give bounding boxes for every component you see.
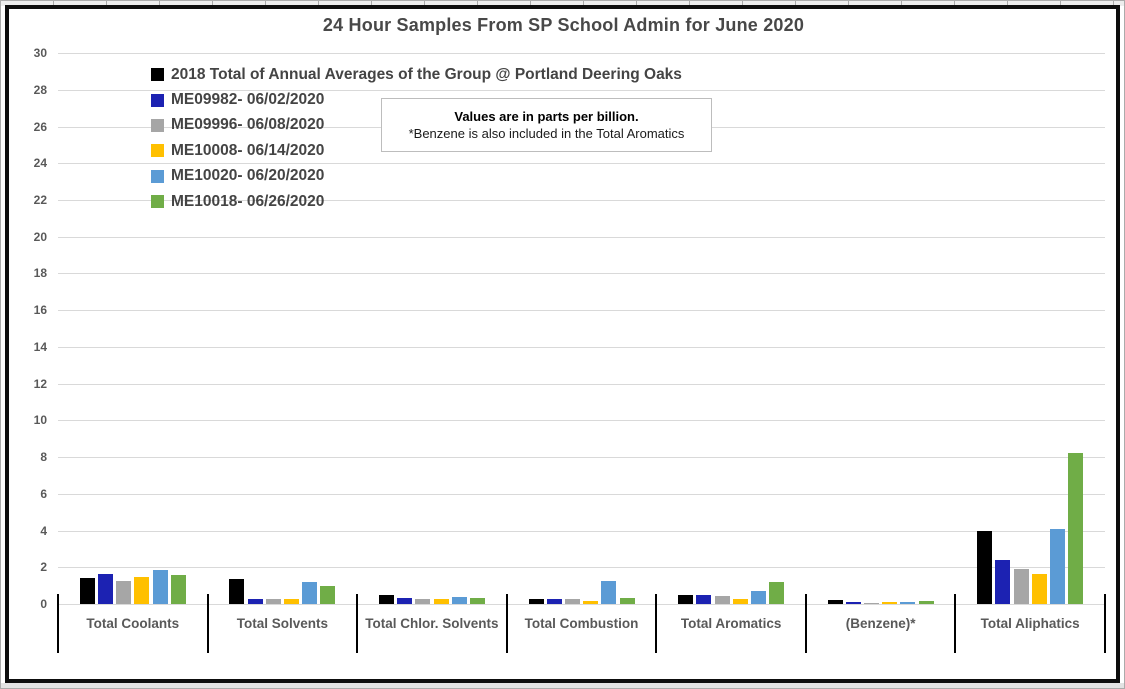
category-divider-tick	[57, 594, 59, 653]
bar	[696, 595, 711, 604]
category-label: Total Aromatics	[680, 616, 782, 631]
legend-label: ME09982- 06/02/2020	[171, 91, 325, 109]
bar	[266, 599, 281, 604]
legend-swatch-icon	[151, 144, 164, 157]
y-tick-label: 26	[33, 119, 47, 134]
category-label: (Benzene)*	[845, 616, 916, 631]
bar	[995, 560, 1010, 604]
y-tick-label: 24	[33, 156, 47, 171]
category-divider-tick	[954, 594, 956, 653]
category-divider-tick	[506, 594, 508, 653]
category-divider-tick	[1104, 594, 1106, 653]
bar	[900, 602, 915, 604]
bar	[601, 581, 616, 604]
y-tick-label: 0	[40, 597, 47, 611]
gridline	[58, 273, 1105, 274]
bar	[415, 599, 430, 604]
legend-swatch-icon	[151, 119, 164, 132]
bar	[769, 582, 784, 604]
bar	[751, 591, 766, 604]
category-label: Total Chlor. Solvents	[365, 616, 499, 631]
y-tick-label: 2	[40, 560, 47, 575]
y-tick-label: 28	[33, 82, 47, 97]
bar	[1032, 574, 1047, 604]
y-tick-label: 14	[33, 339, 47, 354]
bar	[284, 599, 299, 605]
legend-swatch-icon	[151, 94, 164, 107]
bar	[98, 574, 113, 604]
bar	[116, 581, 131, 604]
bar	[529, 599, 544, 605]
bar	[977, 531, 992, 605]
bar	[678, 595, 693, 604]
y-tick-label: 10	[33, 413, 47, 428]
y-tick-label: 18	[33, 266, 47, 281]
legend-label: 2018 Total of Annual Averages of the Group @ Portland Deering Oaks	[171, 65, 682, 83]
gridline	[58, 53, 1105, 54]
category-divider-tick	[805, 594, 807, 653]
legend-label: ME10018- 06/26/2020	[171, 192, 325, 210]
category-divider-tick	[655, 594, 657, 653]
y-tick-label: 20	[33, 229, 47, 244]
legend-swatch-icon	[151, 170, 164, 183]
category-label: Total Aliphatics	[980, 616, 1080, 631]
bar	[134, 577, 149, 604]
bar	[248, 599, 263, 604]
bar	[171, 575, 186, 604]
bar	[715, 596, 730, 604]
bar	[1068, 453, 1083, 604]
legend-swatch-icon	[151, 195, 164, 208]
gridline	[58, 420, 1105, 421]
gridline	[58, 310, 1105, 311]
bar	[882, 602, 897, 604]
chart-title: 24 Hour Samples From SP School Admin for June 2020	[322, 15, 805, 35]
gridline	[58, 237, 1105, 238]
bar	[452, 597, 467, 604]
gridline	[58, 384, 1105, 385]
bar	[919, 601, 934, 604]
bar	[1014, 569, 1029, 604]
y-tick-label: 22	[33, 192, 47, 207]
bar	[864, 603, 879, 605]
bar	[80, 578, 95, 604]
y-tick-label: 6	[40, 486, 47, 501]
bar	[1050, 529, 1065, 604]
bar	[379, 595, 394, 604]
legend-swatch-icon	[151, 68, 164, 81]
category-divider-tick	[207, 594, 209, 653]
category-label: Total Coolants	[86, 616, 180, 631]
bar	[470, 598, 485, 604]
bar	[828, 600, 843, 604]
annotation-line-1: Values are in parts per billion.	[454, 109, 639, 124]
gridline	[58, 347, 1105, 348]
y-tick-label: 30	[33, 46, 47, 60]
category-label: Total Solvents	[236, 616, 329, 631]
legend-item	[151, 189, 682, 214]
legend-item	[151, 164, 682, 189]
bar	[846, 602, 861, 604]
bar	[397, 598, 412, 604]
gridline	[58, 494, 1105, 495]
bar	[547, 599, 562, 605]
legend-label: ME10020- 06/20/2020	[171, 167, 325, 185]
bar	[302, 582, 317, 604]
y-tick-label: 16	[33, 303, 47, 318]
gridline	[58, 457, 1105, 458]
annotation-line-2: *Benzene is also included in the Total Aromatics	[408, 126, 685, 141]
gridline	[58, 604, 1105, 605]
gridline	[58, 567, 1105, 568]
bar	[620, 598, 635, 604]
y-tick-label: 8	[40, 450, 47, 465]
legend-label: ME10008- 06/14/2020	[171, 141, 325, 159]
bar	[565, 599, 580, 604]
legend-item	[151, 62, 682, 87]
worksheet-bottom-edge-strip	[1, 683, 1124, 688]
chart-annotation-box	[381, 98, 712, 152]
bar	[320, 586, 335, 604]
y-tick-label: 12	[33, 376, 47, 391]
gridline	[58, 531, 1105, 532]
y-tick-label: 4	[40, 523, 47, 538]
category-label: Total Combustion	[524, 616, 639, 631]
bar	[733, 599, 748, 605]
bar	[583, 601, 598, 604]
bar	[153, 570, 168, 604]
category-divider-tick	[356, 594, 358, 653]
bar	[434, 599, 449, 604]
bar	[229, 579, 244, 604]
legend-label: ME09996- 06/08/2020	[171, 116, 325, 134]
